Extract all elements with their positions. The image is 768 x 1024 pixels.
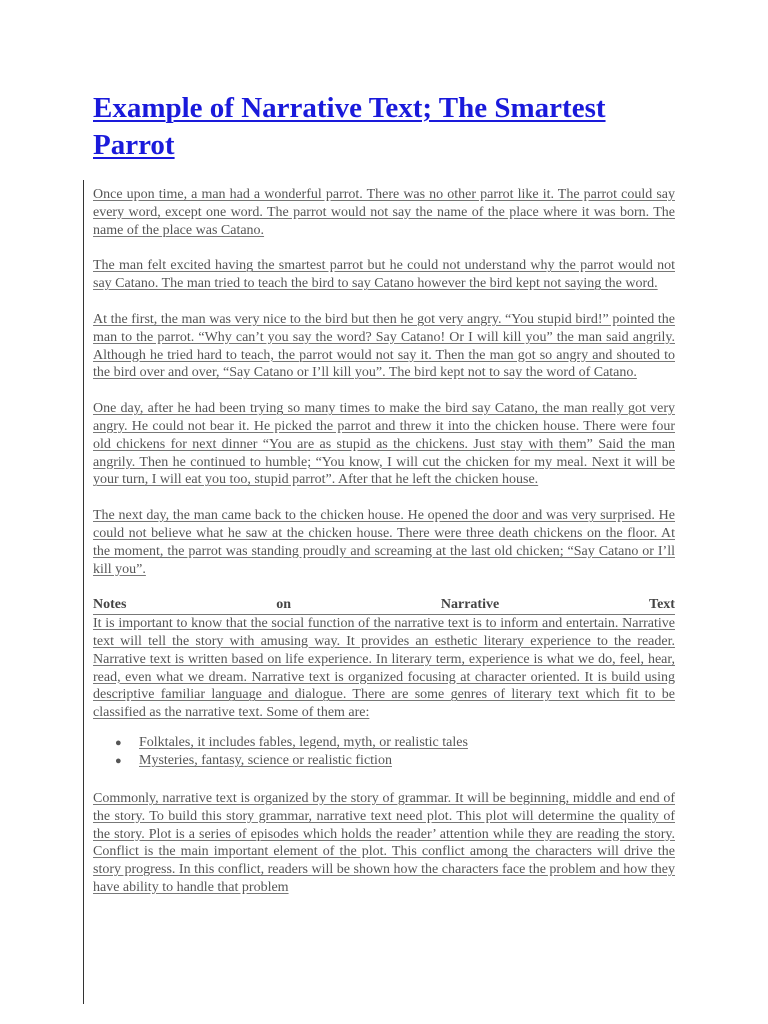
- notes-heading-word: on: [276, 597, 292, 613]
- notes-heading-word: Text: [649, 597, 675, 613]
- bullet-icon: ●: [115, 754, 122, 767]
- notes-paragraph[interactable]: It is important to know that the social function of the narrative text is to inform and entertain. Narrative text will tell the story with amusing way. It provides an esthetic literary experience to the reader. Narrative text is written based on life experience. In literary term, experience is what we do, feel, hear, read, even what we dream. Narrative text is organized focusing at character oriented. It is build using descriptive familiar language and dialogue. There are some genres of literary text which fit to be classified as the narrative text. Some of them are:: [93, 616, 675, 721]
- story-paragraph-1[interactable]: Once upon time, a man had a wonderful parrot. There was no other parrot like it. The parrot could say every word, except one word. The parrot would not say the name of the place where it was born. The name of the place was Catano.: [93, 187, 675, 238]
- list-item[interactable]: [115, 752, 675, 770]
- page-margin-rule: [83, 180, 84, 1004]
- notes-heading-word: Notes: [93, 597, 127, 613]
- story-paragraph-3[interactable]: At the first, the man was very nice to the bird but then he got very angry. “You stupid bird!” pointed the man to the parrot. “Why can’t you say the word? Say Catano! Or I will kill you” the man said angrily. Although he tried hard to teach, the parrot would not say it. Then the man got so angry and shouted to the bird over and over, “Say Catano or I’ll kill you”. The bird kept not to say the word of Catano.: [93, 311, 675, 381]
- list-item[interactable]: [115, 734, 675, 752]
- notes-heading: [93, 596, 675, 615]
- notes-heading-word: Narrative: [440, 597, 500, 613]
- story-paragraph-2[interactable]: The man felt excited having the smartest parrot but he could not understand why the parrot would not say Catano. The man tried to teach the bird to say Catano however the bird kept not saying the word.: [93, 258, 675, 292]
- closing-paragraph[interactable]: Commonly, narrative text is organized by the story of grammar. It will be beginning, middle and end of the story. To build this story grammar, narrative text need plot. This plot will determine the quality of the story. Plot is a series of episodes which holds the reader’ attention while they are reading the story. Conflict is the main important element of the plot. This conflict among the characters will drive the story progress. In this conflict, readers will be shown how the characters face the problem and how they have ability to handle that problem: [93, 790, 675, 895]
- genre-list: [93, 734, 675, 770]
- story-paragraph-4[interactable]: One day, after he had been trying so many times to make the bird say Catano, the man really got very angry. He could not bear it. He picked the parrot and threw it into the chicken house. There were four old chickens for next dinner “You are as stupid as the chickens. Just stay with them” Said the man angrily. Then he continued to humble; “You know, I will cut the chicken for my meal. Next it will be your turn, I will eat you too, stupid parrot”. After that he left the chicken house.: [93, 401, 675, 488]
- list-item-text: Folktales, it includes fables, legend, myth, or realistic tales: [139, 734, 468, 750]
- story-paragraph-5[interactable]: The next day, the man came back to the chicken house. He opened the door and was very surprised. He could not believe what he saw at the chicken house. There were three death chickens on the floor. At the moment, the parrot was standing proudly and screaming at the last old chicken; “Say Catano or I’ll kill you”.: [93, 508, 675, 577]
- list-item-text: Mysteries, fantasy, science or realistic fiction: [139, 752, 392, 768]
- document-body: [93, 90, 675, 915]
- article-title[interactable]: Example of Narrative Text; The Smartest Parrot: [93, 92, 606, 161]
- bullet-icon: ●: [115, 736, 122, 749]
